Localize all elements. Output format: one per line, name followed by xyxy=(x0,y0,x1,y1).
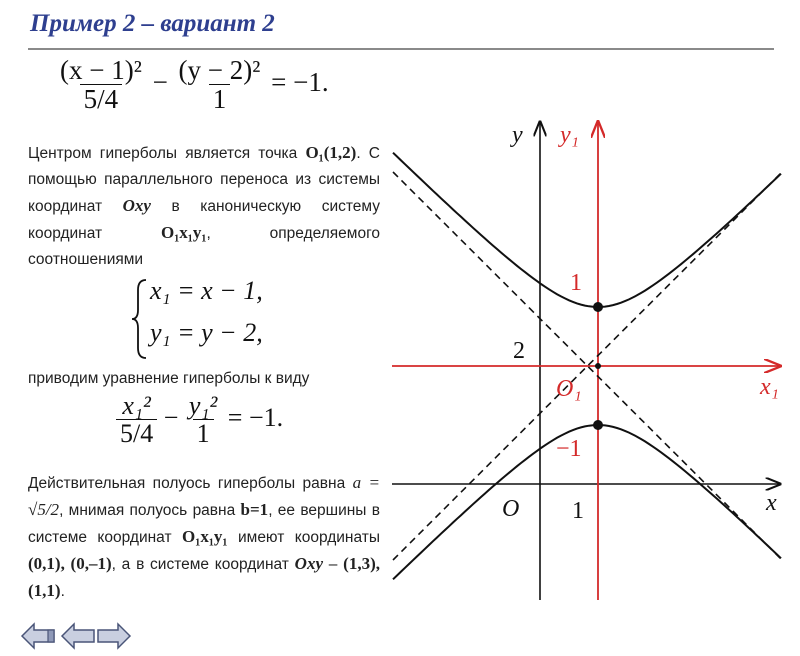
back-arrow-icon xyxy=(20,622,56,650)
fraction-x-numerator: (x − 1)² xyxy=(60,55,142,85)
text: в каноническую систему координат xyxy=(28,198,380,242)
equation-rhs: = −1. xyxy=(271,67,329,98)
system-o1x1y1: O₁x₁y₁ xyxy=(160,223,207,242)
text: Центром гиперболы является точка xyxy=(28,145,298,162)
label-y1: y₁ xyxy=(560,122,579,148)
nav-next-button[interactable] xyxy=(96,622,132,655)
fraction-x1-numerator: x₁² xyxy=(122,391,151,420)
hyperbola-lower-branch xyxy=(393,425,781,579)
text: , ее вершины в системе координат xyxy=(28,502,380,546)
fraction-y-numerator: (y − 2)² xyxy=(178,55,261,85)
imaginary-semiaxis: b=1 xyxy=(240,500,269,519)
paragraph-reduce: приводим уравнение гиперболы к виду xyxy=(28,370,310,387)
text: , а в системе координат xyxy=(111,556,289,573)
label-y: y xyxy=(512,122,523,148)
text: , мнимая полуось равна xyxy=(59,502,236,519)
minus-sign: − xyxy=(163,402,179,432)
fraction-x-denominator: 5/4 xyxy=(80,84,123,113)
system-line-1: x₁ = x − 1, xyxy=(150,276,263,305)
label-x1: x₁ xyxy=(760,374,779,400)
vertices-oxy: (1,3), (1,1) xyxy=(28,554,380,600)
system-oxy: Oxy xyxy=(122,196,151,215)
tick-label-1-bottom: 1 xyxy=(572,498,584,524)
center-point: O₁(1,2) xyxy=(305,143,357,162)
system-oxy: Oxy xyxy=(294,554,323,573)
real-semiaxis: a = √5/2 xyxy=(28,473,380,519)
vertices-canonical: (0,1), (0,–1) xyxy=(28,554,112,573)
nav-back-button[interactable] xyxy=(20,622,56,655)
system-o1x1y1: O₁x₁y₁ xyxy=(182,527,228,546)
text: . С помощью параллельного переноса из системы координат xyxy=(28,145,380,215)
left-arrow-icon xyxy=(60,622,96,650)
system-line-2: y₁ = y − 2, xyxy=(150,318,263,347)
text: , определяемого соотношениями xyxy=(28,225,380,268)
minus-sign: − xyxy=(152,67,168,98)
center-point-dot xyxy=(595,363,601,369)
tick-label-minus-1: −1 xyxy=(556,436,582,462)
nav-prev-button[interactable] xyxy=(60,622,96,655)
fraction-x1-denominator: 5/4 xyxy=(116,419,157,447)
text: – xyxy=(328,556,338,573)
fraction-y1-numerator: y₁² xyxy=(188,391,218,420)
tick-label-1-top: 1 xyxy=(570,270,582,296)
vertex-bottom xyxy=(593,420,603,430)
right-arrow-icon xyxy=(96,622,132,650)
text: имеют координаты xyxy=(238,529,381,546)
slide-title: Пример 2 – вариант 2 xyxy=(30,10,275,37)
label-origin: O xyxy=(502,496,520,522)
equation-rhs: = −1. xyxy=(227,402,284,432)
label-center-o1: O₁ xyxy=(556,376,582,402)
vertex-top xyxy=(593,302,603,312)
text: . xyxy=(60,583,65,600)
tick-label-2: 2 xyxy=(513,338,525,364)
fraction-y-denominator: 1 xyxy=(209,84,231,113)
text: Действительная полуось гиперболы равна xyxy=(28,475,346,492)
label-x: x xyxy=(766,490,777,516)
fraction-y1-denominator: 1 xyxy=(193,419,214,447)
hyperbola-upper-branch xyxy=(393,153,781,307)
